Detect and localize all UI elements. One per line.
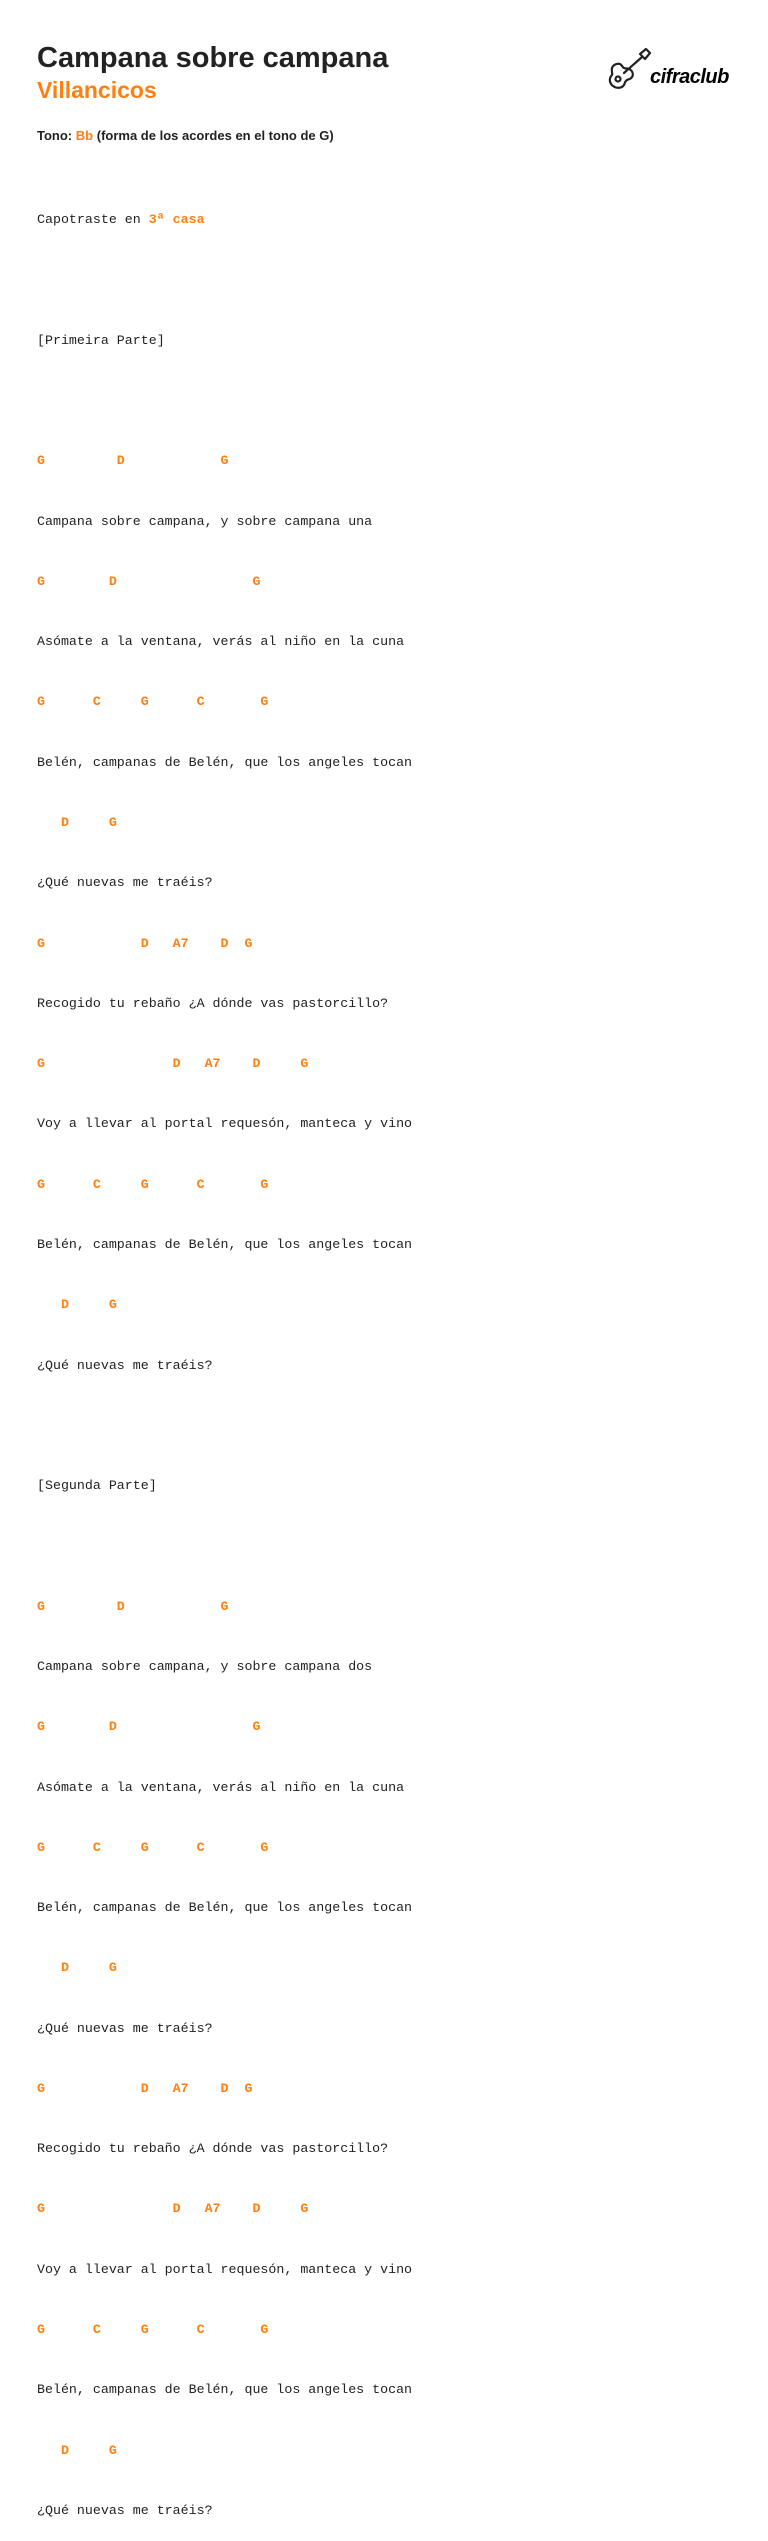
chord-line[interactable]: G C G C G (37, 694, 269, 710)
tono-label: Tono: (37, 128, 73, 143)
lyric-line: ¿Qué nuevas me traéis? (37, 2020, 213, 2036)
cifraclub-logo[interactable] (606, 45, 729, 93)
lyric-line: Belén, campanas de Belén, que los angeles tocan (37, 1900, 413, 1916)
capo-line (37, 210, 412, 230)
lyric-line: ¿Qué nuevas me traéis? (37, 2502, 213, 2518)
capo-label: Capotraste en (37, 212, 141, 228)
chord-line[interactable]: G C G C G (37, 1176, 269, 1192)
chord-line[interactable]: D G (37, 2442, 117, 2458)
lyric-line: Voy a llevar al portal requesón, manteca y vino (37, 2261, 413, 2277)
chord-sheet (37, 170, 412, 2541)
lyric-line: Asómate a la ventana, verás al niño en la cuna (37, 634, 405, 650)
lyric-line: ¿Qué nuevas me traéis? (37, 1357, 213, 1373)
spacer (37, 1416, 412, 1436)
lyric-line: Campana sobre campana, y sobre campana dos (37, 1658, 373, 1674)
chord-line[interactable]: D G (37, 1297, 117, 1313)
chord-line[interactable]: G D A7 D G (37, 935, 253, 951)
chord-line[interactable]: D G (37, 815, 117, 830)
capo-value[interactable]: 3ª casa (148, 212, 205, 228)
tono-note: (forma de los acordes en el tono de G) (96, 128, 334, 143)
lyric-line: Campana sobre campana, y sobre campana una (37, 513, 373, 529)
song-title: Campana sobre campana (37, 42, 389, 74)
lyric-line: Belén, campanas de Belén, que los angeles tocan (37, 1236, 413, 1252)
lyric-line: Recogido tu rebaño ¿A dónde vas pastorcillo? (37, 995, 389, 1011)
section-label: [Primeira Parte] (37, 332, 165, 348)
chord-line[interactable]: G C G C G (37, 2322, 269, 2338)
guitar-icon (606, 45, 729, 93)
spacer (37, 270, 412, 290)
chord-line[interactable]: G D G (37, 573, 261, 589)
lyric-line: Voy a llevar al portal requesón, manteca y vino (37, 1116, 413, 1132)
artist-name[interactable]: Villancicos (37, 77, 157, 103)
chord-line[interactable]: G D A7 D G (37, 2201, 309, 2217)
chord-line[interactable]: D G (37, 1960, 117, 1976)
tono-key[interactable]: Bb (75, 128, 94, 143)
lyric-line: Recogido tu rebaño ¿A dónde vas pastorcillo? (37, 2141, 389, 2157)
chord-line[interactable]: G D G (37, 1719, 261, 1735)
chord-line[interactable]: G D G (37, 1598, 229, 1614)
lyric-line: ¿Qué nuevas me traéis? (37, 875, 213, 891)
song-header (37, 40, 388, 104)
lyric-line: Belén, campanas de Belén, que los angeles tocan (37, 2382, 413, 2398)
lyric-line: Asómate a la ventana, verás al niño en la cuna (37, 1779, 405, 1795)
spacer (37, 391, 412, 411)
logo-text: cifraclub (650, 66, 729, 88)
section-label: [Segunda Parte] (37, 1478, 157, 1494)
chord-line[interactable]: G C G C G (37, 1839, 269, 1855)
spacer (37, 1536, 412, 1556)
chord-line[interactable]: G D A7 D G (37, 1056, 309, 1072)
chord-line[interactable]: G D G (37, 453, 229, 469)
tono-line (37, 128, 334, 143)
lyric-line: Belén, campanas de Belén, que los angeles tocan (37, 754, 413, 770)
chord-line[interactable]: G D A7 D G (37, 2080, 253, 2096)
